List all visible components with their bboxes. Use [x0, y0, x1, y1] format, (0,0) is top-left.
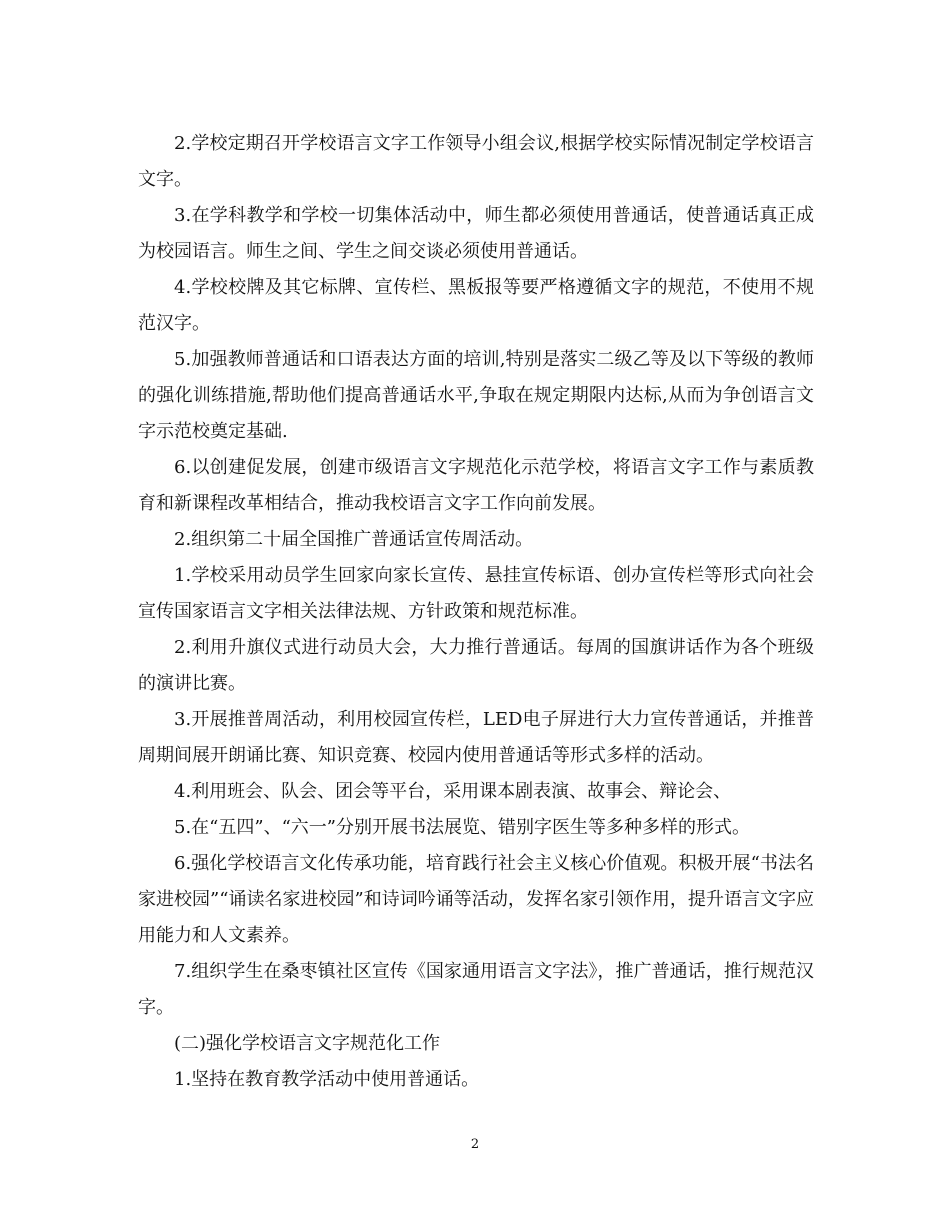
paragraph: 6.以创建促发展，创建市级语言文字规范化示范学校，将语言文字工作与素质教育和新课程改革相结合，推动我校语言文字工作向前发展。	[138, 457, 814, 514]
paragraph: 2.学校定期召开学校语言文字工作领导小组会议,根据学校实际情况制定学校语言文字。	[138, 133, 814, 190]
paragraph: 4.学校校牌及其它标牌、宣传栏、黑板报等要严格遵循文字的规范，不使用不规范汉字。	[138, 277, 814, 334]
paragraph: 3.在学科教学和学校一切集体活动中，师生都必须使用普通话，使普通话真正成为校园语言。师生之间、学生之间交谈必须使用普通话。	[138, 205, 814, 262]
paragraph: 5.加强教师普通话和口语表达方面的培训,特别是落实二级乙等及以下等级的教师的强化训练措施,帮助他们提高普通话水平,争取在规定期限内达标,从而为争创语言文字示范校奠定基础.	[138, 349, 814, 442]
paragraph: 1.坚持在教育教学活动中使用普通话。	[174, 1069, 480, 1090]
paragraph: 6.强化学校语言文化传承功能，培育践行社会主义核心价值观。积极开展“书法名家进校园”“诵读名家进校园”和诗词吟诵等活动，发挥名家引领作用，提升语言文字应用能力和人文素养。	[138, 853, 814, 946]
section-heading: (二)强化学校语言文字规范化工作	[174, 1033, 441, 1054]
paragraph: 5.在“五四”、“六一”分别开展书法展览、错别字医生等多种多样的形式。	[174, 817, 750, 838]
paragraph: 4.利用班会、队会、团会等平台，采用课本剧表演、故事会、辩论会、	[174, 781, 732, 802]
page-number: 2	[470, 1137, 480, 1152]
paragraph: 2.利用升旗仪式进行动员大会，大力推行普通话。每周的国旗讲话作为各个班级的演讲比赛。	[138, 637, 814, 694]
paragraph: 2.组织第二十届全国推广普通话宣传周活动。	[174, 529, 534, 550]
paragraph: 1.学校采用动员学生回家向家长宣传、悬挂宣传标语、创办宣传栏等形式向社会宣传国家语言文字相关法律法规、方针政策和规范标准。	[138, 565, 814, 622]
paragraph: 3.开展推普周活动，利用校园宣传栏，LED电子屏进行大力宣传普通话，并推普周期间展开朗诵比赛、知识竞赛、校园内使用普通话等形式多样的活动。	[138, 709, 814, 766]
document-body	[138, 126, 814, 1098]
paragraph: 7.组织学生在桑枣镇社区宣传《国家通用语言文字法》，推广普通话，推行规范汉字。	[138, 961, 814, 1018]
